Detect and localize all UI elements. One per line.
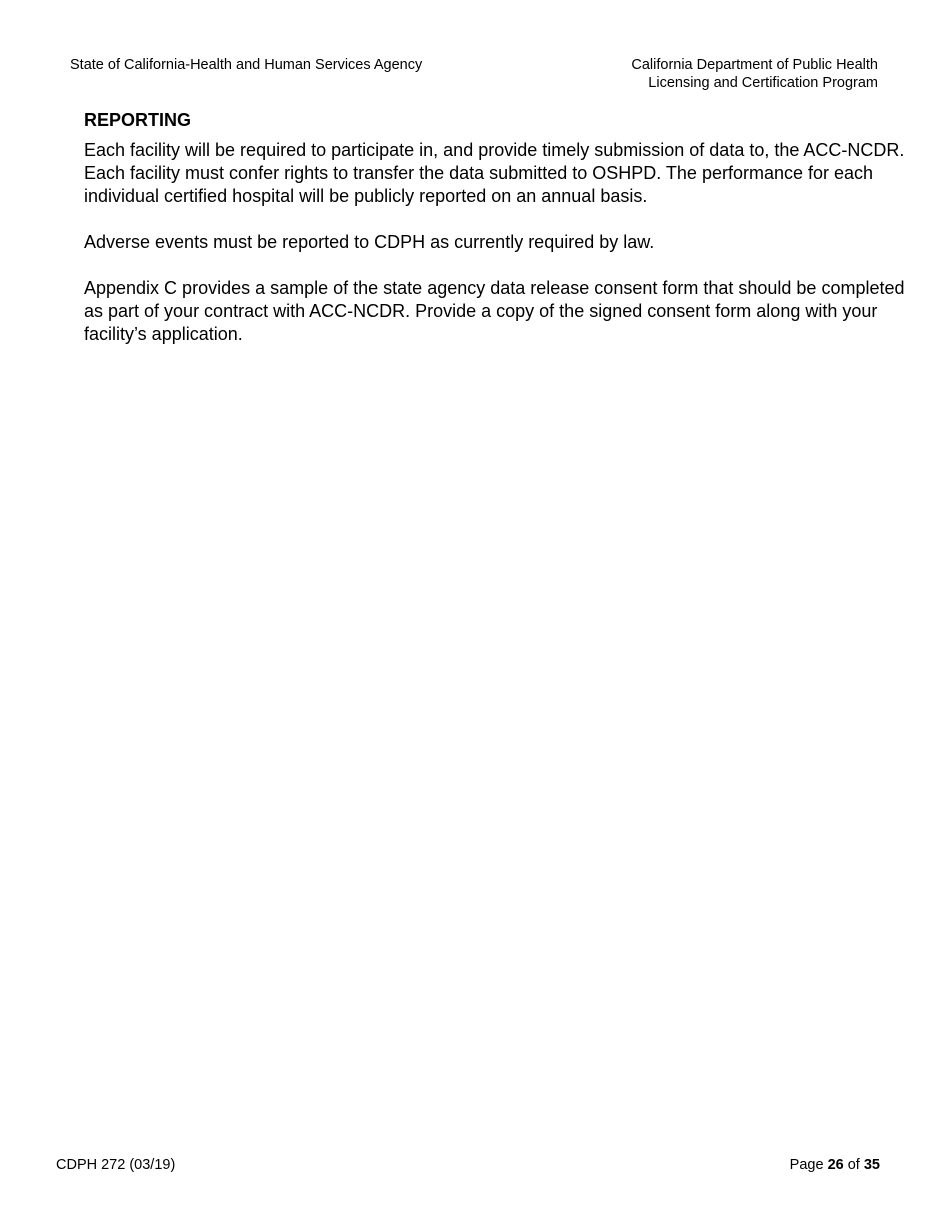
header-department [631,56,878,92]
paragraph-appendix-c: Appendix C provides a sample of the state agency data release consent form that should be completed as part of your contract with ACC-NCDR. Provide a copy of the signed consent form along with your facility’s application. [84,278,905,344]
header-department-name: California Department of Public Health [631,57,878,73]
header-agency: State of California-Health and Human Services Agency [70,57,423,73]
footer-page-number [790,1156,880,1174]
current-page: 26 [827,1157,844,1173]
paragraph-data-submission: Each facility will be required to participate in, and provide timely submission of data to, the ACC-NCDR. Each facility must confer rights to transfer the data submitted to OSHPD. The performance for each individual certified hospital will be publicly reported on an annual basis. [84,140,905,206]
main-content [84,108,914,369]
total-pages: 35 [863,1157,880,1173]
section-heading: REPORTING [84,110,192,130]
page-label: Page [789,1157,824,1173]
header-program-name: Licensing and Certification Program [648,75,878,91]
paragraph-adverse-events: Adverse events must be reported to CDPH as currently required by law. [84,232,655,252]
footer-form-id: CDPH 272 (03/19) [56,1157,176,1173]
of-label: of [847,1157,860,1173]
